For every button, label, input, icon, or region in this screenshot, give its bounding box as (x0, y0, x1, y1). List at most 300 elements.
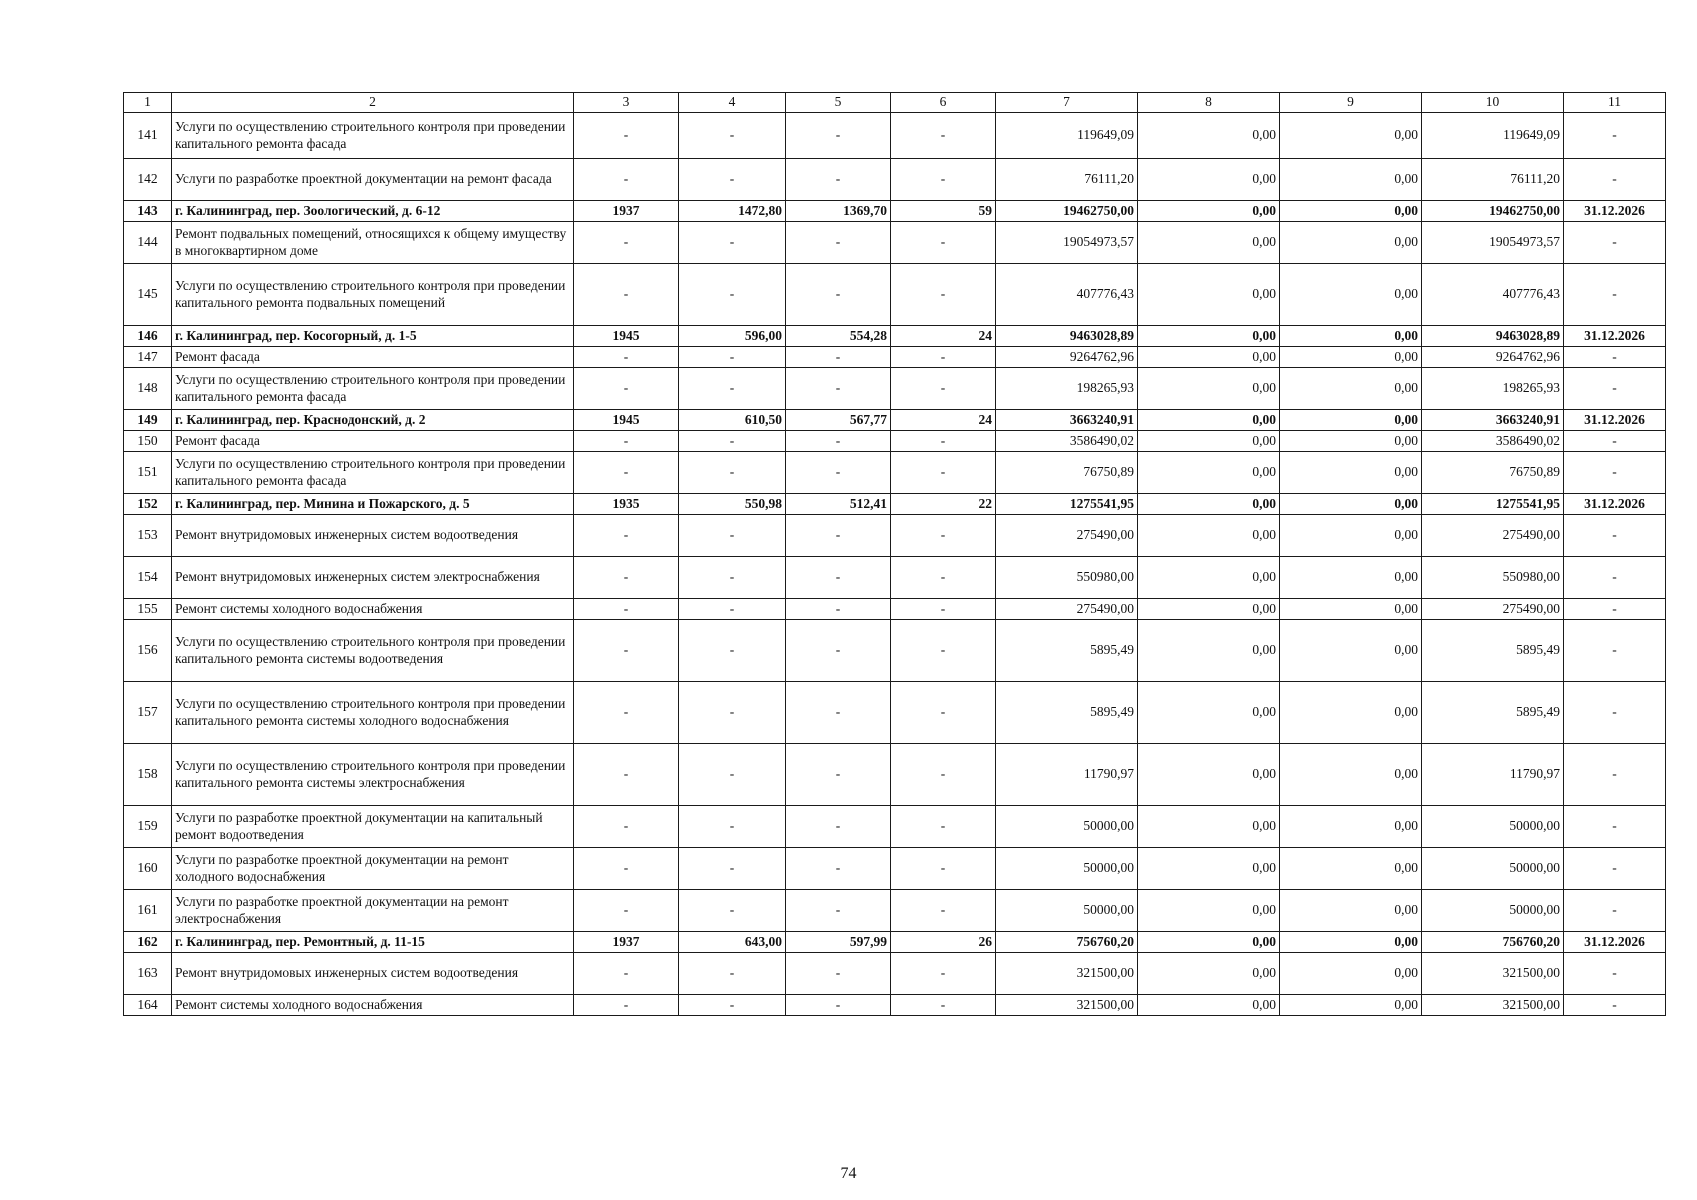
total-area-cell: - (679, 113, 786, 159)
header-cell-3: 3 (574, 93, 679, 113)
total-area-cell: - (679, 431, 786, 452)
total-area-cell: - (679, 368, 786, 410)
table-row (124, 264, 1666, 326)
federal-funds-cell: 0,00 (1138, 431, 1280, 452)
row-number-cell: 153 (124, 515, 172, 557)
owner-funds-cell: 3663240,91 (1422, 410, 1564, 431)
regional-funds-cell: 0,00 (1280, 452, 1422, 494)
row-number-cell: 142 (124, 159, 172, 201)
year-built-cell: - (574, 431, 679, 452)
total-area-cell: - (679, 557, 786, 599)
federal-funds-cell: 0,00 (1138, 159, 1280, 201)
federal-funds-cell: 0,00 (1138, 890, 1280, 932)
table-body (124, 93, 1666, 1016)
owner-funds-cell: 50000,00 (1422, 806, 1564, 848)
table-row (124, 599, 1666, 620)
federal-funds-cell: 0,00 (1138, 368, 1280, 410)
regional-funds-cell: 0,00 (1280, 264, 1422, 326)
total-area-cell: - (679, 347, 786, 368)
table-row (124, 953, 1666, 995)
residents-count-cell: - (891, 744, 996, 806)
federal-funds-cell: 0,00 (1138, 744, 1280, 806)
federal-funds-cell: 0,00 (1138, 222, 1280, 264)
year-built-cell: - (574, 264, 679, 326)
living-area-cell: - (786, 744, 891, 806)
total-area-cell: - (679, 682, 786, 744)
completion-date-cell: - (1564, 452, 1666, 494)
row-number-cell: 150 (124, 431, 172, 452)
table-row (124, 557, 1666, 599)
year-built-cell: 1937 (574, 201, 679, 222)
table-row (124, 222, 1666, 264)
regional-funds-cell: 0,00 (1280, 347, 1422, 368)
table-row (124, 431, 1666, 452)
total-cost-cell: 756760,20 (996, 932, 1138, 953)
total-area-cell: 1472,80 (679, 201, 786, 222)
item-name-cell: Услуги по осуществлению строительного контроля при проведении капитального ремонта фасада (172, 452, 574, 494)
total-cost-cell: 550980,00 (996, 557, 1138, 599)
owner-funds-cell: 5895,49 (1422, 620, 1564, 682)
item-name-cell: Услуги по осуществлению строительного контроля при проведении капитального ремонта системы электроснабжения (172, 744, 574, 806)
regional-funds-cell: 0,00 (1280, 159, 1422, 201)
year-built-cell: - (574, 995, 679, 1016)
table-row (124, 682, 1666, 744)
column-number-row (124, 93, 1666, 113)
regional-funds-cell: 0,00 (1280, 890, 1422, 932)
year-built-cell: 1937 (574, 932, 679, 953)
completion-date-cell: - (1564, 953, 1666, 995)
completion-date-cell: - (1564, 431, 1666, 452)
total-cost-cell: 275490,00 (996, 599, 1138, 620)
residents-count-cell: - (891, 452, 996, 494)
year-built-cell: - (574, 848, 679, 890)
total-cost-cell: 407776,43 (996, 264, 1138, 326)
header-cell-9: 9 (1280, 93, 1422, 113)
total-area-cell: 596,00 (679, 326, 786, 347)
regional-funds-cell: 0,00 (1280, 806, 1422, 848)
completion-date-cell: - (1564, 744, 1666, 806)
total-area-cell: - (679, 159, 786, 201)
item-name-cell: г. Калининград, пер. Краснодонский, д. 2 (172, 410, 574, 431)
federal-funds-cell: 0,00 (1138, 848, 1280, 890)
total-cost-cell: 9264762,96 (996, 347, 1138, 368)
total-cost-cell: 50000,00 (996, 806, 1138, 848)
living-area-cell: - (786, 599, 891, 620)
owner-funds-cell: 3586490,02 (1422, 431, 1564, 452)
year-built-cell: - (574, 368, 679, 410)
completion-date-cell: - (1564, 995, 1666, 1016)
residents-count-cell: - (891, 264, 996, 326)
regional-funds-cell: 0,00 (1280, 431, 1422, 452)
total-cost-cell: 5895,49 (996, 682, 1138, 744)
row-number-cell: 147 (124, 347, 172, 368)
header-cell-7: 7 (996, 93, 1138, 113)
table-row (124, 347, 1666, 368)
item-name-cell: Ремонт внутридомовых инженерных систем электроснабжения (172, 557, 574, 599)
item-name-cell: Услуги по осуществлению строительного контроля при проведении капитального ремонта системы холодного водоснабжения (172, 682, 574, 744)
header-cell-5: 5 (786, 93, 891, 113)
total-area-cell: 643,00 (679, 932, 786, 953)
residents-count-cell: - (891, 113, 996, 159)
regional-funds-cell: 0,00 (1280, 410, 1422, 431)
total-area-cell: 610,50 (679, 410, 786, 431)
row-number-cell: 159 (124, 806, 172, 848)
table-row (124, 201, 1666, 222)
federal-funds-cell: 0,00 (1138, 113, 1280, 159)
total-cost-cell: 119649,09 (996, 113, 1138, 159)
total-cost-cell: 321500,00 (996, 995, 1138, 1016)
regional-funds-cell: 0,00 (1280, 682, 1422, 744)
year-built-cell: - (574, 452, 679, 494)
completion-date-cell: - (1564, 368, 1666, 410)
regional-funds-cell: 0,00 (1280, 744, 1422, 806)
completion-date-cell: - (1564, 347, 1666, 368)
row-number-cell: 162 (124, 932, 172, 953)
residents-count-cell: 26 (891, 932, 996, 953)
living-area-cell: 567,77 (786, 410, 891, 431)
item-name-cell: г. Калининград, пер. Зоологический, д. 6-12 (172, 201, 574, 222)
living-area-cell: - (786, 264, 891, 326)
table-row (124, 515, 1666, 557)
year-built-cell: - (574, 159, 679, 201)
residents-count-cell: 22 (891, 494, 996, 515)
total-area-cell: - (679, 515, 786, 557)
total-area-cell: - (679, 995, 786, 1016)
header-cell-10: 10 (1422, 93, 1564, 113)
residents-count-cell: - (891, 515, 996, 557)
completion-date-cell: 31.12.2026 (1564, 326, 1666, 347)
total-cost-cell: 76750,89 (996, 452, 1138, 494)
federal-funds-cell: 0,00 (1138, 347, 1280, 368)
header-cell-6: 6 (891, 93, 996, 113)
year-built-cell: 1945 (574, 410, 679, 431)
year-built-cell: 1945 (574, 326, 679, 347)
federal-funds-cell: 0,00 (1138, 995, 1280, 1016)
living-area-cell: - (786, 159, 891, 201)
residents-count-cell: 24 (891, 410, 996, 431)
living-area-cell: - (786, 368, 891, 410)
living-area-cell: - (786, 113, 891, 159)
item-name-cell: Услуги по осуществлению строительного контроля при проведении капитального ремонта подвальных помещений (172, 264, 574, 326)
page-number: 74 (840, 1165, 857, 1182)
regional-funds-cell: 0,00 (1280, 995, 1422, 1016)
residents-count-cell: - (891, 599, 996, 620)
table-row (124, 113, 1666, 159)
owner-funds-cell: 275490,00 (1422, 515, 1564, 557)
total-cost-cell: 9463028,89 (996, 326, 1138, 347)
regional-funds-cell: 0,00 (1280, 557, 1422, 599)
total-cost-cell: 19054973,57 (996, 222, 1138, 264)
living-area-cell: - (786, 557, 891, 599)
item-name-cell: Ремонт системы холодного водоснабжения (172, 995, 574, 1016)
owner-funds-cell: 76750,89 (1422, 452, 1564, 494)
total-area-cell: 550,98 (679, 494, 786, 515)
item-name-cell: Услуги по осуществлению строительного контроля при проведении капитального ремонта фасада (172, 113, 574, 159)
owner-funds-cell: 5895,49 (1422, 682, 1564, 744)
total-cost-cell: 3586490,02 (996, 431, 1138, 452)
residents-count-cell: - (891, 347, 996, 368)
regional-funds-cell: 0,00 (1280, 326, 1422, 347)
table-row (124, 744, 1666, 806)
federal-funds-cell: 0,00 (1138, 494, 1280, 515)
owner-funds-cell: 19462750,00 (1422, 201, 1564, 222)
federal-funds-cell: 0,00 (1138, 682, 1280, 744)
residents-count-cell: - (891, 368, 996, 410)
table-row (124, 995, 1666, 1016)
living-area-cell: 597,99 (786, 932, 891, 953)
federal-funds-cell: 0,00 (1138, 557, 1280, 599)
table-row (124, 452, 1666, 494)
row-number-cell: 143 (124, 201, 172, 222)
owner-funds-cell: 321500,00 (1422, 953, 1564, 995)
living-area-cell: - (786, 953, 891, 995)
residents-count-cell: - (891, 620, 996, 682)
completion-date-cell: - (1564, 159, 1666, 201)
owner-funds-cell: 9264762,96 (1422, 347, 1564, 368)
residents-count-cell: 59 (891, 201, 996, 222)
total-cost-cell: 275490,00 (996, 515, 1138, 557)
year-built-cell: - (574, 744, 679, 806)
living-area-cell: - (786, 890, 891, 932)
federal-funds-cell: 0,00 (1138, 410, 1280, 431)
regional-funds-cell: 0,00 (1280, 222, 1422, 264)
residents-count-cell: - (891, 995, 996, 1016)
owner-funds-cell: 9463028,89 (1422, 326, 1564, 347)
row-number-cell: 149 (124, 410, 172, 431)
completion-date-cell: 31.12.2026 (1564, 932, 1666, 953)
row-number-cell: 157 (124, 682, 172, 744)
item-name-cell: г. Калининград, пер. Косогорный, д. 1-5 (172, 326, 574, 347)
total-cost-cell: 76111,20 (996, 159, 1138, 201)
year-built-cell: - (574, 890, 679, 932)
residents-count-cell: - (891, 806, 996, 848)
row-number-cell: 164 (124, 995, 172, 1016)
total-cost-cell: 50000,00 (996, 890, 1138, 932)
owner-funds-cell: 321500,00 (1422, 995, 1564, 1016)
living-area-cell: - (786, 515, 891, 557)
row-number-cell: 154 (124, 557, 172, 599)
living-area-cell: - (786, 347, 891, 368)
owner-funds-cell: 50000,00 (1422, 890, 1564, 932)
header-cell-11: 11 (1564, 93, 1666, 113)
total-area-cell: - (679, 599, 786, 620)
living-area-cell: - (786, 452, 891, 494)
table-row (124, 368, 1666, 410)
residents-count-cell: - (891, 222, 996, 264)
living-area-cell: - (786, 995, 891, 1016)
owner-funds-cell: 756760,20 (1422, 932, 1564, 953)
residents-count-cell: - (891, 890, 996, 932)
item-name-cell: Ремонт системы холодного водоснабжения (172, 599, 574, 620)
owner-funds-cell: 275490,00 (1422, 599, 1564, 620)
federal-funds-cell: 0,00 (1138, 201, 1280, 222)
header-cell-8: 8 (1138, 93, 1280, 113)
living-area-cell: 1369,70 (786, 201, 891, 222)
year-built-cell: - (574, 620, 679, 682)
residents-count-cell: 24 (891, 326, 996, 347)
total-area-cell: - (679, 890, 786, 932)
row-number-cell: 151 (124, 452, 172, 494)
year-built-cell: - (574, 222, 679, 264)
capital-repair-table (123, 92, 1666, 1016)
owner-funds-cell: 1275541,95 (1422, 494, 1564, 515)
residents-count-cell: - (891, 953, 996, 995)
header-cell-2: 2 (172, 93, 574, 113)
regional-funds-cell: 0,00 (1280, 953, 1422, 995)
living-area-cell: - (786, 848, 891, 890)
table-row (124, 806, 1666, 848)
row-number-cell: 152 (124, 494, 172, 515)
completion-date-cell: 31.12.2026 (1564, 410, 1666, 431)
table-row (124, 326, 1666, 347)
owner-funds-cell: 11790,97 (1422, 744, 1564, 806)
federal-funds-cell: 0,00 (1138, 806, 1280, 848)
table-row (124, 848, 1666, 890)
completion-date-cell: - (1564, 515, 1666, 557)
regional-funds-cell: 0,00 (1280, 848, 1422, 890)
row-number-cell: 146 (124, 326, 172, 347)
year-built-cell: - (574, 347, 679, 368)
federal-funds-cell: 0,00 (1138, 599, 1280, 620)
row-number-cell: 158 (124, 744, 172, 806)
table-row (124, 890, 1666, 932)
year-built-cell: - (574, 953, 679, 995)
item-name-cell: Услуги по осуществлению строительного контроля при проведении капитального ремонта системы водоотведения (172, 620, 574, 682)
living-area-cell: 512,41 (786, 494, 891, 515)
total-cost-cell: 198265,93 (996, 368, 1138, 410)
total-area-cell: - (679, 806, 786, 848)
row-number-cell: 155 (124, 599, 172, 620)
completion-date-cell: - (1564, 557, 1666, 599)
living-area-cell: - (786, 222, 891, 264)
federal-funds-cell: 0,00 (1138, 452, 1280, 494)
regional-funds-cell: 0,00 (1280, 599, 1422, 620)
completion-date-cell: - (1564, 890, 1666, 932)
total-area-cell: - (679, 744, 786, 806)
total-area-cell: - (679, 620, 786, 682)
total-cost-cell: 19462750,00 (996, 201, 1138, 222)
table-row (124, 410, 1666, 431)
regional-funds-cell: 0,00 (1280, 620, 1422, 682)
residents-count-cell: - (891, 159, 996, 201)
row-number-cell: 156 (124, 620, 172, 682)
item-name-cell: г. Калининград, пер. Минина и Пожарского, д. 5 (172, 494, 574, 515)
completion-date-cell: - (1564, 682, 1666, 744)
completion-date-cell: 31.12.2026 (1564, 494, 1666, 515)
residents-count-cell: - (891, 557, 996, 599)
total-cost-cell: 11790,97 (996, 744, 1138, 806)
completion-date-cell: - (1564, 264, 1666, 326)
owner-funds-cell: 550980,00 (1422, 557, 1564, 599)
regional-funds-cell: 0,00 (1280, 113, 1422, 159)
completion-date-cell: 31.12.2026 (1564, 201, 1666, 222)
total-cost-cell: 5895,49 (996, 620, 1138, 682)
total-cost-cell: 50000,00 (996, 848, 1138, 890)
table-row (124, 620, 1666, 682)
total-area-cell: - (679, 452, 786, 494)
regional-funds-cell: 0,00 (1280, 494, 1422, 515)
completion-date-cell: - (1564, 599, 1666, 620)
table-row (124, 494, 1666, 515)
item-name-cell: Услуги по осуществлению строительного контроля при проведении капитального ремонта фасада (172, 368, 574, 410)
federal-funds-cell: 0,00 (1138, 515, 1280, 557)
item-name-cell: Услуги по разработке проектной документации на ремонт холодного водоснабжения (172, 848, 574, 890)
living-area-cell: - (786, 806, 891, 848)
table-row (124, 159, 1666, 201)
completion-date-cell: - (1564, 848, 1666, 890)
total-cost-cell: 1275541,95 (996, 494, 1138, 515)
regional-funds-cell: 0,00 (1280, 368, 1422, 410)
row-number-cell: 141 (124, 113, 172, 159)
completion-date-cell: - (1564, 222, 1666, 264)
residents-count-cell: - (891, 682, 996, 744)
item-name-cell: Услуги по разработке проектной документации на капитальный ремонт водоотведения (172, 806, 574, 848)
year-built-cell: - (574, 113, 679, 159)
year-built-cell: - (574, 515, 679, 557)
federal-funds-cell: 0,00 (1138, 620, 1280, 682)
total-cost-cell: 3663240,91 (996, 410, 1138, 431)
living-area-cell: - (786, 620, 891, 682)
completion-date-cell: - (1564, 806, 1666, 848)
federal-funds-cell: 0,00 (1138, 326, 1280, 347)
regional-funds-cell: 0,00 (1280, 201, 1422, 222)
total-area-cell: - (679, 222, 786, 264)
header-cell-1: 1 (124, 93, 172, 113)
item-name-cell: Ремонт фасада (172, 347, 574, 368)
total-area-cell: - (679, 848, 786, 890)
owner-funds-cell: 119649,09 (1422, 113, 1564, 159)
total-area-cell: - (679, 264, 786, 326)
regional-funds-cell: 0,00 (1280, 515, 1422, 557)
year-built-cell: - (574, 557, 679, 599)
year-built-cell: 1935 (574, 494, 679, 515)
year-built-cell: - (574, 682, 679, 744)
year-built-cell: - (574, 806, 679, 848)
year-built-cell: - (574, 599, 679, 620)
item-name-cell: Ремонт подвальных помещений, относящихся к общему имуществу в многоквартирном доме (172, 222, 574, 264)
item-name-cell: Ремонт фасада (172, 431, 574, 452)
regional-funds-cell: 0,00 (1280, 932, 1422, 953)
row-number-cell: 145 (124, 264, 172, 326)
row-number-cell: 144 (124, 222, 172, 264)
row-number-cell: 163 (124, 953, 172, 995)
item-name-cell: Услуги по разработке проектной документации на ремонт электроснабжения (172, 890, 574, 932)
residents-count-cell: - (891, 848, 996, 890)
item-name-cell: Ремонт внутридомовых инженерных систем водоотведения (172, 953, 574, 995)
header-cell-4: 4 (679, 93, 786, 113)
row-number-cell: 148 (124, 368, 172, 410)
owner-funds-cell: 198265,93 (1422, 368, 1564, 410)
living-area-cell: 554,28 (786, 326, 891, 347)
table-row (124, 932, 1666, 953)
owner-funds-cell: 19054973,57 (1422, 222, 1564, 264)
total-cost-cell: 321500,00 (996, 953, 1138, 995)
owner-funds-cell: 76111,20 (1422, 159, 1564, 201)
living-area-cell: - (786, 431, 891, 452)
federal-funds-cell: 0,00 (1138, 953, 1280, 995)
total-area-cell: - (679, 953, 786, 995)
federal-funds-cell: 0,00 (1138, 932, 1280, 953)
owner-funds-cell: 407776,43 (1422, 264, 1564, 326)
row-number-cell: 161 (124, 890, 172, 932)
living-area-cell: - (786, 682, 891, 744)
item-name-cell: г. Калининград, пер. Ремонтный, д. 11-15 (172, 932, 574, 953)
owner-funds-cell: 50000,00 (1422, 848, 1564, 890)
item-name-cell: Услуги по разработке проектной документации на ремонт фасада (172, 159, 574, 201)
federal-funds-cell: 0,00 (1138, 264, 1280, 326)
item-name-cell: Ремонт внутридомовых инженерных систем водоотведения (172, 515, 574, 557)
completion-date-cell: - (1564, 113, 1666, 159)
